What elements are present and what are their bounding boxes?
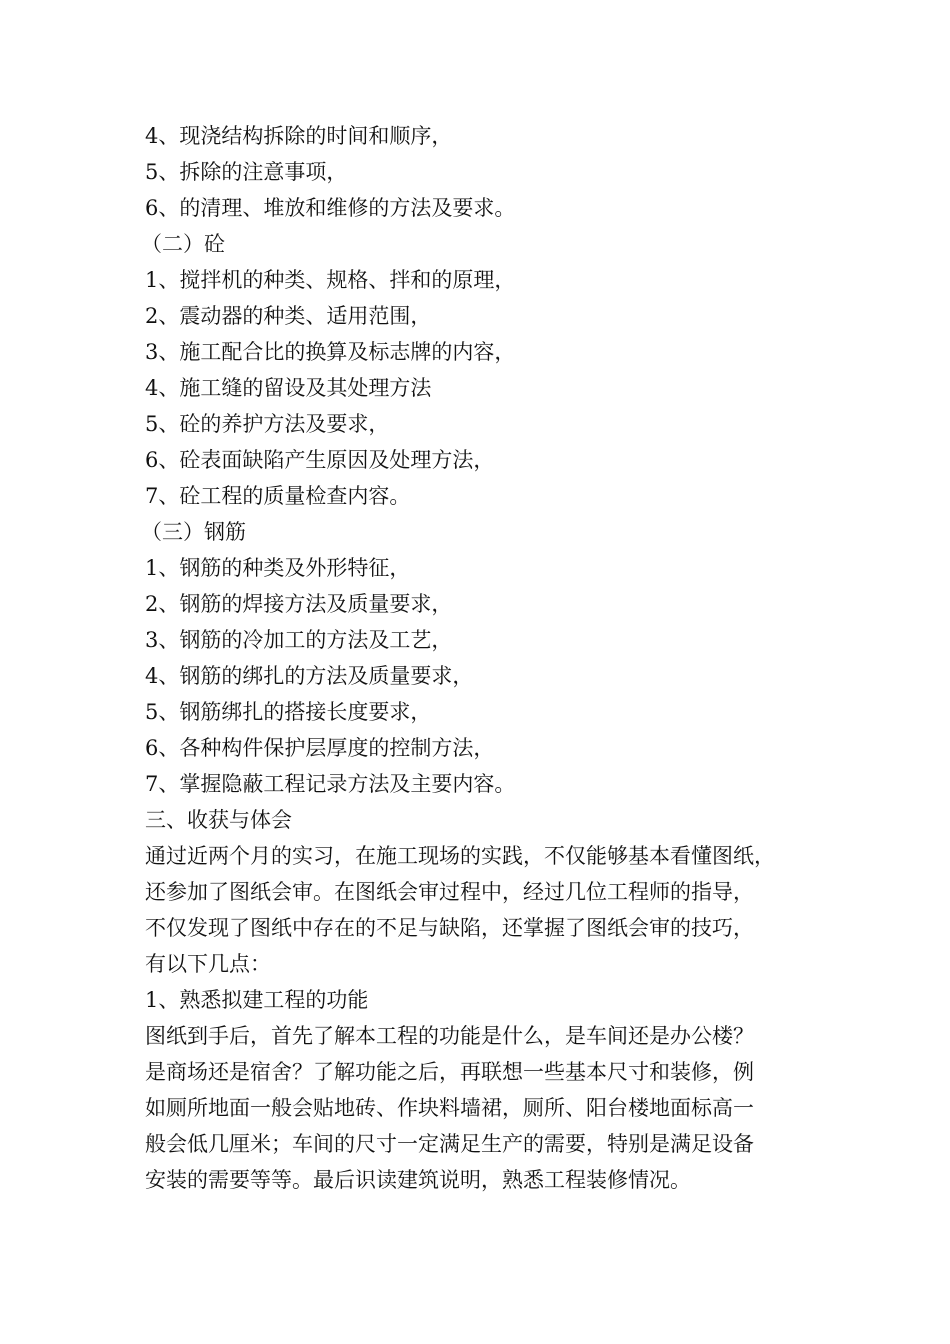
list-item: 3、施工配合比的换算及标志牌的内容， (145, 340, 516, 364)
paragraph-line: 有以下几点： (145, 952, 271, 976)
paragraph-line: 还参加了图纸会审。在图纸会审过程中，经过几位工程师的指导， (145, 880, 754, 904)
paragraph-line: 般会低几厘米；车间的尺寸一定满足生产的需要，特别是满足设备 (145, 1132, 754, 1156)
list-item: 5、钢筋绑扎的搭接长度要求， (145, 700, 432, 724)
paragraph-line: 通过近两个月的实习，在施工现场的实践，不仅能够基本看懂图纸， (145, 844, 775, 868)
list-item: 6、的清理、堆放和维修的方法及要求。 (145, 196, 516, 220)
rebar-items-list (145, 550, 845, 802)
paragraph-line: 不仅发现了图纸中存在的不足与缺陷，还掌握了图纸会审的技巧， (145, 916, 754, 940)
list-item: 2、震动器的种类、适用范围， (145, 304, 432, 328)
list-item: 4、钢筋的绑扎的方法及质量要求， (145, 664, 474, 688)
list-item: 2、钢筋的焊接方法及质量要求， (145, 592, 453, 616)
list-item: 7、砼工程的质量检查内容。 (145, 484, 411, 508)
list-item: 5、拆除的注意事项， (145, 160, 348, 184)
point-one-paragraph (145, 1018, 845, 1198)
list-item: 4、施工缝的留设及其处理方法 (145, 376, 432, 400)
paragraph-line: 是商场还是宿舍？了解功能之后，再联想一些基本尺寸和装修，例 (145, 1060, 754, 1084)
paragraph-line: 图纸到手后，首先了解本工程的功能是什么，是车间还是办公楼？ (145, 1024, 754, 1048)
paragraph-line: 安装的需要等等。最后识读建筑说明，熟悉工程装修情况。 (145, 1168, 691, 1192)
concrete-section-heading: （二）砼 (141, 232, 225, 256)
list-item: 7、掌握隐蔽工程记录方法及主要内容。 (145, 772, 516, 796)
concrete-items-list (145, 262, 845, 514)
list-item: 1、搅拌机的种类、规格、拌和的原理， (145, 268, 516, 292)
document-body (141, 118, 845, 1198)
gains-paragraph (145, 838, 845, 982)
list-item: 4、现浇结构拆除的时间和顺序， (145, 124, 453, 148)
gains-section-heading: 三、收获与体会 (145, 808, 292, 832)
rebar-section-heading: （三）钢筋 (141, 520, 246, 544)
list-item: 6、砼表面缺陷产生原因及处理方法， (145, 448, 495, 472)
list-item: 3、钢筋的冷加工的方法及工艺， (145, 628, 453, 652)
list-item: 1、钢筋的种类及外形特征， (145, 556, 411, 580)
formwork-items-list (145, 118, 845, 226)
paragraph-line: 如厕所地面一般会贴地砖、作块料墙裙，厕所、阳台楼地面标高一 (145, 1096, 754, 1120)
list-item: 6、各种构件保护层厚度的控制方法， (145, 736, 495, 760)
point-one-heading: 1、熟悉拟建工程的功能 (145, 988, 369, 1012)
list-item: 5、砼的养护方法及要求， (145, 412, 390, 436)
